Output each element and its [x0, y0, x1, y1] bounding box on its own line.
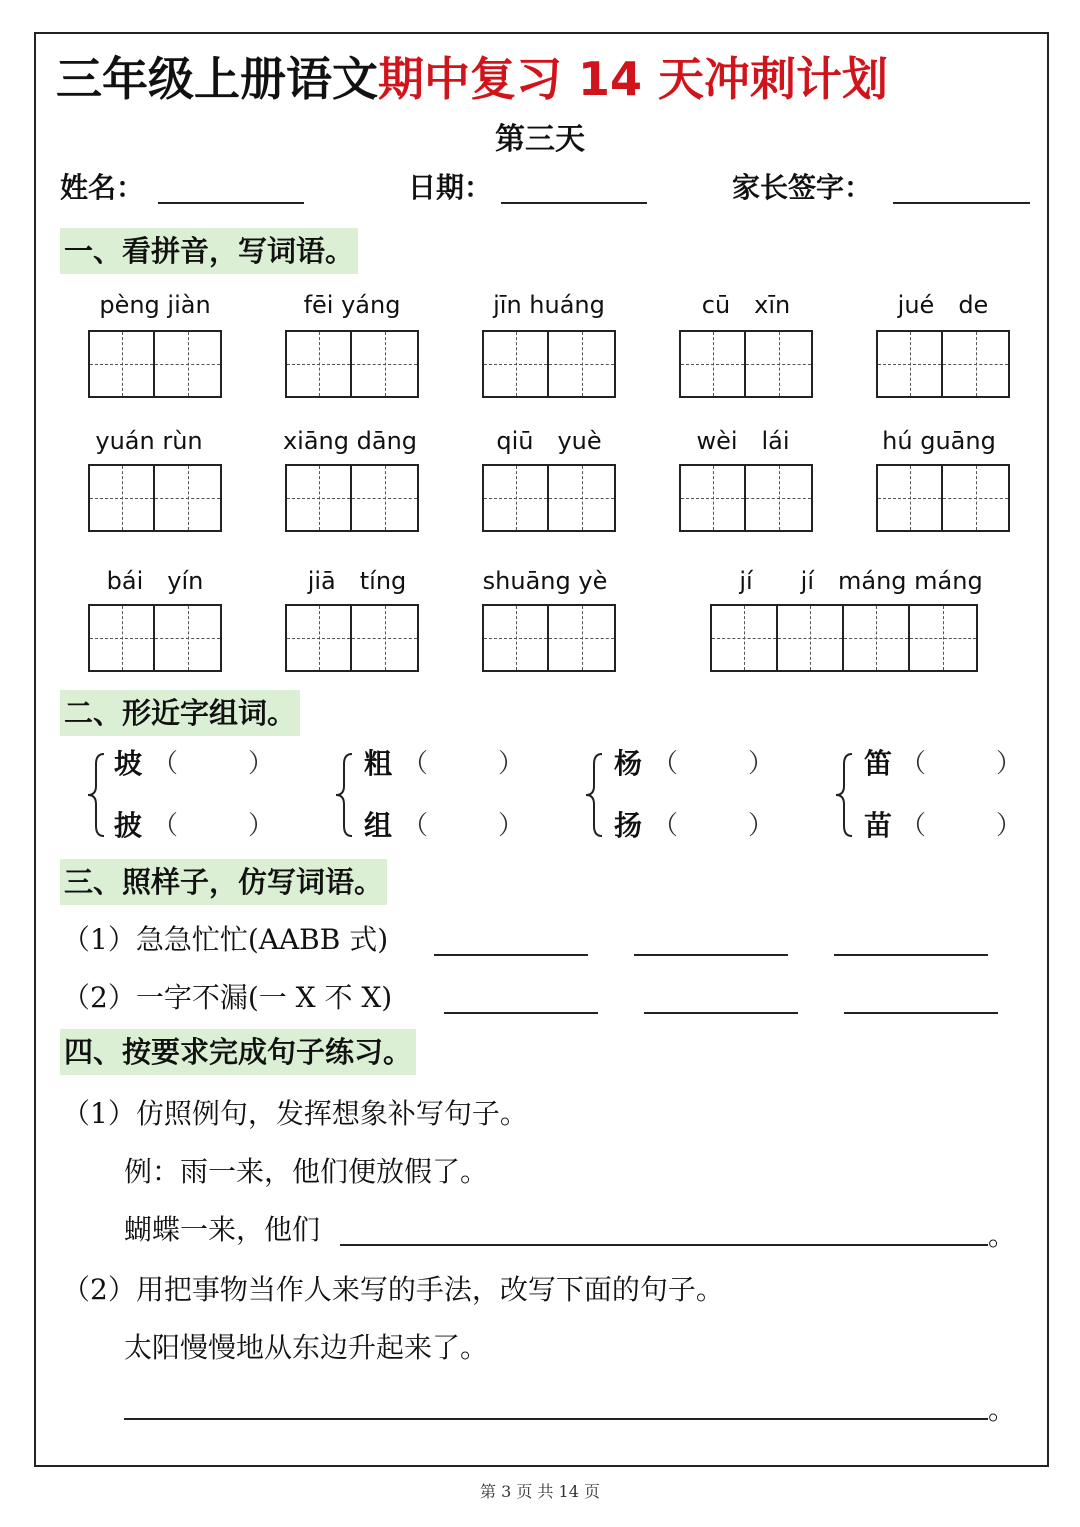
paren-close: ） — [498, 749, 525, 779]
answer-line[interactable] — [834, 954, 988, 956]
pinyin-label: fēi yáng — [303, 291, 401, 319]
paren-close: ） — [748, 749, 775, 779]
tianzige-box[interactable] — [88, 330, 222, 398]
paren-open: （ — [652, 811, 679, 841]
pinyin-label: wèi lái — [696, 427, 790, 455]
tianzige-box[interactable] — [876, 464, 1010, 532]
tianzige-box[interactable] — [285, 464, 419, 532]
tianzige-box[interactable] — [679, 330, 813, 398]
shape-char: 粗 — [364, 747, 393, 780]
shape-char: 组 — [364, 809, 393, 842]
pinyin-label: bái yín — [106, 567, 204, 595]
brace-icon — [86, 752, 106, 838]
tianzige-box[interactable] — [88, 464, 222, 532]
rewrite-sentence: 太阳慢慢地从东边升起来了。 — [124, 1331, 489, 1364]
paren-open: （ — [652, 749, 679, 779]
paren-close: ） — [498, 811, 525, 841]
answer-line[interactable] — [434, 954, 588, 956]
period-mark: 。 — [988, 1393, 1017, 1426]
tianzige-box[interactable] — [679, 464, 813, 532]
date-field[interactable] — [501, 202, 647, 204]
paren-close: ） — [748, 811, 775, 841]
s4-question-1: （1）仿照例句，发挥想象补写句子。 — [62, 1097, 528, 1130]
section-2-heading: 二、形近字组词。 — [60, 690, 300, 736]
tianzige-box[interactable] — [482, 464, 616, 532]
answer-line[interactable] — [644, 1012, 798, 1014]
shape-char: 笛 — [864, 747, 893, 780]
pinyin-label: xiāng dāng — [282, 427, 418, 455]
tianzige-box[interactable] — [285, 330, 419, 398]
shape-char: 披 — [114, 809, 143, 842]
s3-question-1: （1）急急忙忙(AABB 式) — [62, 923, 389, 956]
answer-line[interactable] — [844, 1012, 998, 1014]
date-label: 日期： — [408, 171, 493, 204]
tianzige-box-four[interactable] — [710, 604, 978, 672]
pinyin-label: cū xīn — [701, 291, 791, 319]
paren-close: ） — [996, 749, 1023, 779]
paren-open: （ — [900, 749, 927, 779]
title-plan: 期中复习 14 天冲刺计划 — [378, 52, 889, 106]
answer-line[interactable] — [124, 1418, 988, 1420]
pinyin-label: jué de — [897, 291, 989, 319]
section-1-heading: 一、看拼音，写词语。 — [60, 228, 358, 274]
name-label: 姓名： — [60, 171, 145, 204]
s4-question-2: （2）用把事物当作人来写的手法，改写下面的句子。 — [62, 1273, 724, 1306]
section-3-heading: 三、照样子，仿写词语。 — [60, 859, 387, 905]
pinyin-label: jīn huáng — [493, 291, 605, 319]
brace-icon — [334, 752, 354, 838]
tianzige-box[interactable] — [482, 604, 616, 672]
shape-char: 苗 — [864, 809, 893, 842]
name-field[interactable] — [158, 202, 304, 204]
pinyin-label: hú guāng — [882, 427, 996, 455]
shape-char: 坡 — [114, 747, 143, 780]
pinyin-label: yuán rùn — [95, 427, 203, 455]
day-subtitle: 第三天 — [495, 122, 585, 157]
section-4-heading: 四、按要求完成句子练习。 — [60, 1029, 416, 1075]
pinyin-label: jiā tíng — [307, 567, 407, 595]
pinyin-label: pèng jiàn — [99, 291, 211, 319]
period-mark: 。 — [988, 1219, 1017, 1252]
pinyin-label: jí jí máng máng — [739, 567, 983, 595]
title-grade: 三年级上册语文 — [56, 52, 378, 106]
brace-icon — [834, 752, 854, 838]
fill-prompt: 蝴蝶一来，他们 — [124, 1213, 321, 1246]
pinyin-label: qiū yuè — [496, 427, 602, 455]
answer-line[interactable] — [634, 954, 788, 956]
answer-line[interactable] — [444, 1012, 598, 1014]
shape-char: 扬 — [614, 809, 643, 842]
s3-question-2: （2）一字不漏(一 X 不 X) — [62, 981, 393, 1014]
tianzige-box[interactable] — [285, 604, 419, 672]
parent-signature-field[interactable] — [893, 202, 1030, 204]
shape-char: 杨 — [614, 747, 643, 780]
paren-open: （ — [402, 811, 429, 841]
answer-line[interactable] — [340, 1244, 988, 1246]
page-title — [56, 44, 1036, 114]
tianzige-box[interactable] — [876, 330, 1010, 398]
tianzige-box[interactable] — [88, 604, 222, 672]
paren-open: （ — [900, 811, 927, 841]
paren-close: ） — [248, 749, 275, 779]
example-sentence: 例：雨一来，他们便放假了。 — [124, 1155, 489, 1188]
paren-open: （ — [402, 749, 429, 779]
paren-open: （ — [152, 749, 179, 779]
page-footer: 第 3 页 共 14 页 — [480, 1482, 600, 1501]
parent-signature-label: 家长签字： — [732, 171, 873, 204]
paren-close: ） — [248, 811, 275, 841]
paren-open: （ — [152, 811, 179, 841]
paren-close: ） — [996, 811, 1023, 841]
pinyin-label: shuāng yè — [482, 567, 608, 595]
tianzige-box[interactable] — [482, 330, 616, 398]
brace-icon — [584, 752, 604, 838]
